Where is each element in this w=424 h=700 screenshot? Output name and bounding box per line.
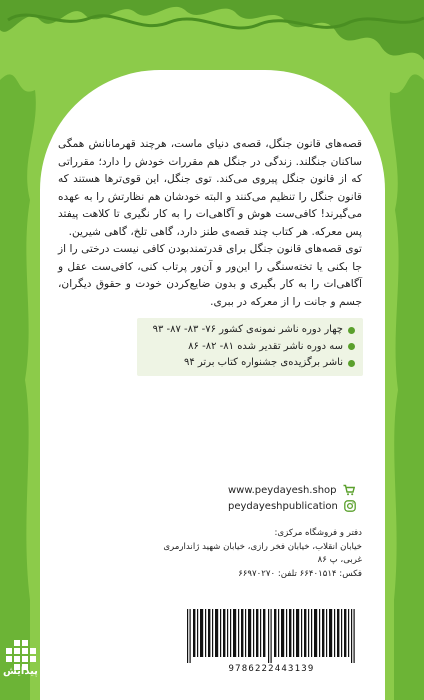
award-item: سه دوره ناشر تقدیر شده ۸۱- ۸۲- ۸۶ <box>137 339 355 356</box>
website-line <box>228 484 355 496</box>
bullet-icon <box>348 360 355 367</box>
description-paragraph-2: توی قصه‌های قانون جنگل برای قدرتمندبودن کافی نیست درختی را از جا بکنی یا تخته‌سنگی را این‌ور و آن‌ور پرتاب کنی، کافی‌ست عقل و آگاهی‌ات را به کار بگیری و بدون ضایع‌کردن خودت و حقوق دیگران، جسم و جانت را از معرکه در ببری. <box>58 243 362 308</box>
barcode-bars <box>185 609 358 663</box>
office-address <box>148 527 362 581</box>
bullet-icon <box>348 343 355 350</box>
cart-icon <box>343 484 355 496</box>
publisher-awards-box <box>137 318 363 376</box>
instagram-handle[interactable]: peydayeshpublication <box>228 500 338 512</box>
description-paragraph-1: قصه‌های قانون جنگل، قصه‌ی دنیای ماست، هرچند قهرمانانش همگی ساکنان جنگلند. زندگی در جنگل هم مقررات خودش را دارد؛ مقرراتی که از قانون جنگل پیروی می‌کند. توی جنگل، این قوی‌ترها هستند که قانون جنگل را تنظیم می‌کنند و البته خودشان هم نظارتش را به عهده می‌گیرند! کافی‌ست هوش و آگاهی‌ات را به کار نگیری تا کلاهت پیفتد پس معرکه. هر کتاب چند قصه‌ی طنز دارد، گاهی تلخ، گاهی شیرین. <box>58 138 362 238</box>
award-item: چهار دوره ناشر نمونه‌ی کشور ۷۶- ۸۳- ۸۷- ۹۳ <box>137 322 355 339</box>
instagram-line <box>228 500 356 512</box>
book-description <box>58 136 362 311</box>
instagram-icon <box>344 500 356 512</box>
phone-numbers: فکس: ۶۶۴۰۱۵۱۴ تلفن: ۶۶۹۷۰۲۷۰ <box>238 568 362 579</box>
address-text: خیابان انقلاب، خیابان فخر رازی، خیابان شهید ژاندارمری غربی، پ ۸۶ <box>163 541 362 565</box>
publisher-name: پیدایش <box>3 666 38 677</box>
isbn-number: 9786222443139 <box>228 664 315 674</box>
bullet-icon <box>348 327 355 334</box>
isbn-barcode <box>183 606 360 678</box>
website-url[interactable]: www.peydayesh.shop <box>228 484 337 496</box>
award-item: ناشر برگزیده‌ی جشنواره کتاب برتر ۹۴ <box>137 355 355 372</box>
office-title: دفتر و فروشگاه مرکزی: <box>274 528 362 538</box>
